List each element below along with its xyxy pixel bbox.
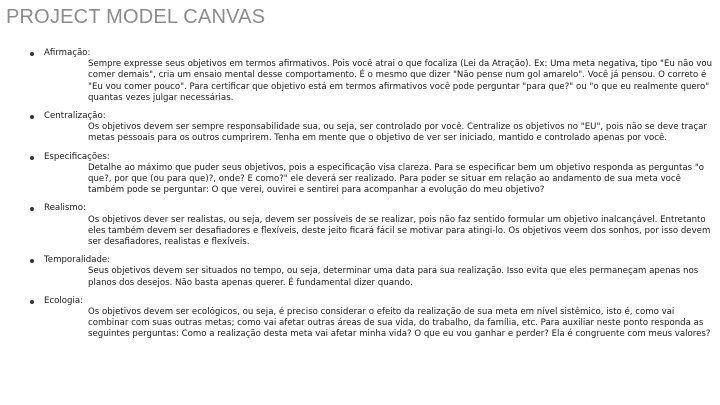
- bullet-dot-icon: [30, 156, 34, 160]
- list-item-especificacoes: [0, 152, 720, 197]
- bullet-list: [0, 48, 720, 348]
- list-item-temporalidade: [0, 255, 720, 289]
- item-text: Os objetivos devem ser ecológicos, ou seja, é preciso considerar o efeito da realização de sua meta em nível sistêmico, isto é, como vai combinar com suas outras metas; como vai afetar outras áreas de sua vida, do trabalho, da família, etc. Para auxiliar neste ponto responda as seguintes perguntas: Como a realização desta meta vai afetar minha vida? O que eu vou ganhar e perder? Ela é congruente com meus valores?: [88, 307, 711, 340]
- bullet-dot-icon: [30, 52, 34, 56]
- bullet-dot-icon: [30, 115, 34, 119]
- list-item-ecologia: [0, 296, 720, 341]
- item-text: Os objetivos devem ser sempre responsabilidade sua, ou seja, ser controlado por você. Centralize os objetivos no "EU", pois não se deve traçar metas pessoais para os outros cumprirem. Tenha em mente que o objetivo de ver ser iniciado, mantido e controlado apenas por você.: [88, 122, 707, 144]
- bullet-dot-icon: [30, 300, 34, 304]
- item-text: Sempre expresse seus objetivos em termos afirmativos. Pois você atrai o que focaliza (Lei da Atração). Ex: Uma meta negativa, tipo "Eu não vou comer demais", cria um ensaio mental desse comportamento. É o mesmo que dizer "Não pense num gol amarelo". Você já pensou. O correto é "Eu vou comer pouco". Para certificar que objetivo está em termos afirmativos você pode perguntar "para que?" ou "o que eu realmente quero" quantas vezes julgar necessárias.: [88, 59, 713, 103]
- item-label: Temporalidade:: [44, 255, 111, 266]
- item-text: Detalhe ao máximo que puder seus objetivos, pois a especificação visa clareza. Para se especificar bem um objetivo responda as perguntas "o que?, por que (ou para que)?, onde? E como?" ele deverá ser realizado. Para poder se situar em relação ao andamento de sua meta você também pode se perguntar: O que verei, ouvirei e sentirei para acompanhar a evolução do meu objetivo?: [88, 162, 705, 196]
- list-item-afirmacao: [0, 48, 720, 104]
- item-label: Afirmação:: [44, 48, 91, 58]
- slide-title: PROJECT MODEL CANVAS: [6, 6, 266, 28]
- item-text: Seus objetivos devem ser situados no tempo, ou seja, determinar uma data para sua realização. Isso evita que eles permaneçam apenas nos planos dos desejos. Não basta apenas querer. É fundamental dizer quando.: [88, 266, 699, 288]
- list-item-centralizacao: [0, 111, 720, 145]
- item-label: Realismo:: [44, 203, 86, 214]
- item-label: Ecologia:: [44, 295, 84, 306]
- list-item-realismo: [0, 203, 720, 248]
- item-label: Centralização:: [44, 111, 106, 122]
- item-label: Especificações:: [44, 151, 110, 162]
- item-text: Os objetivos dever ser realistas, ou seja, devem ser possíveis de se realizar, pois não faz sentido formular um objetivo inalcançável. Entretanto eles também devem ser desafiadores e flexíveis, deste jeito ficará fácil se motivar para atingi-lo. Os objetivos veem dos sonhos, por isso devem ser desafiadores, realistas e flexíveis.: [88, 214, 711, 248]
